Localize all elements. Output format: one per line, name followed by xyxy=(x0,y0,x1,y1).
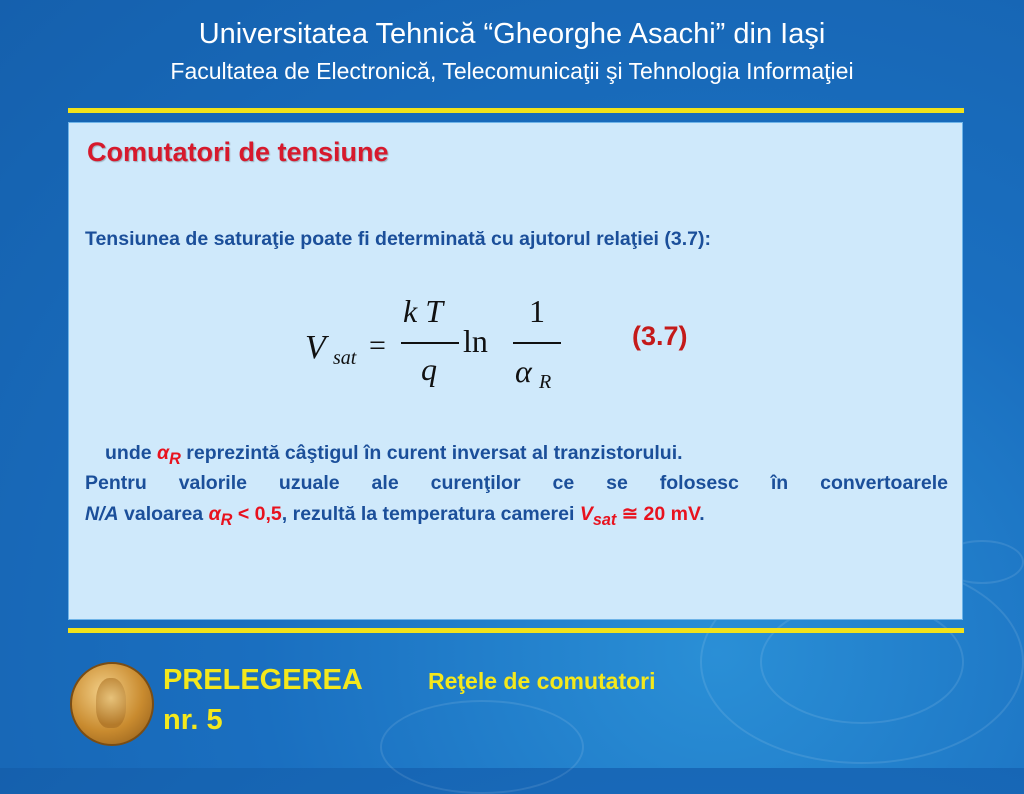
formula-den1: q xyxy=(421,351,437,387)
formula-alpha: α xyxy=(515,353,532,389)
na-text: N/A xyxy=(85,503,119,525)
formula-num2: 1 xyxy=(529,293,545,329)
formula-num1: k T xyxy=(403,293,443,329)
slide-title: Comutatori de tensiune xyxy=(87,137,389,167)
top-divider xyxy=(68,108,964,113)
formula-ln: ln xyxy=(463,323,488,359)
ripple-decoration xyxy=(380,700,584,794)
fraction-line-1 xyxy=(401,342,459,344)
formula-v: V xyxy=(305,329,326,366)
formula-3-7 xyxy=(295,291,675,401)
equation-number: (3.7) xyxy=(632,321,688,351)
university-medal-logo xyxy=(70,662,154,746)
temperature-text: , rezultă la temperatura camerei xyxy=(281,503,580,525)
fraction-line-2 xyxy=(513,342,561,344)
intro-text: Tensiunea de saturaţie poate fi determinată cu ajutorul relaţiei (3.7): xyxy=(85,228,711,250)
period: . xyxy=(699,503,705,525)
formula-v-sub: sat xyxy=(333,347,357,369)
paragraph-line-2: Pentru valorile uzuale ale curenţilor ce se folosesc în convertoarele xyxy=(85,472,948,494)
valoarea-text: valoarea xyxy=(118,503,209,525)
medal-portrait-icon xyxy=(96,678,126,728)
content-panel xyxy=(68,122,963,620)
lecture-topic: Reţele de comutatori xyxy=(428,668,656,694)
faculty-title: Facultatea de Electronică, Telecomunicaţii şi Tehnologia Informaţiei xyxy=(170,58,854,84)
alpha-r-value: $\alpha_R < 0,5$ xyxy=(208,503,282,529)
formula-equals: = xyxy=(369,329,386,362)
unde-text: unde xyxy=(105,442,157,464)
definition-text: reprezintă câştigul în curent inversat al tranzistorului. xyxy=(180,442,683,464)
alpha-symbol: $\alpha_R$ xyxy=(157,442,181,468)
university-title: Universitatea Tehnică “Gheorghe Asachi” din Iaşi xyxy=(198,18,826,50)
lecture-number: nr. 5 xyxy=(163,704,223,736)
paragraph-line-3 xyxy=(85,500,948,535)
lecture-label: PRELEGEREA xyxy=(163,664,363,696)
vsat-value: $V_{sat}$ ≅ 20 mV xyxy=(579,503,700,529)
bottom-divider xyxy=(68,628,964,633)
formula-alpha-sub: R xyxy=(539,371,552,393)
